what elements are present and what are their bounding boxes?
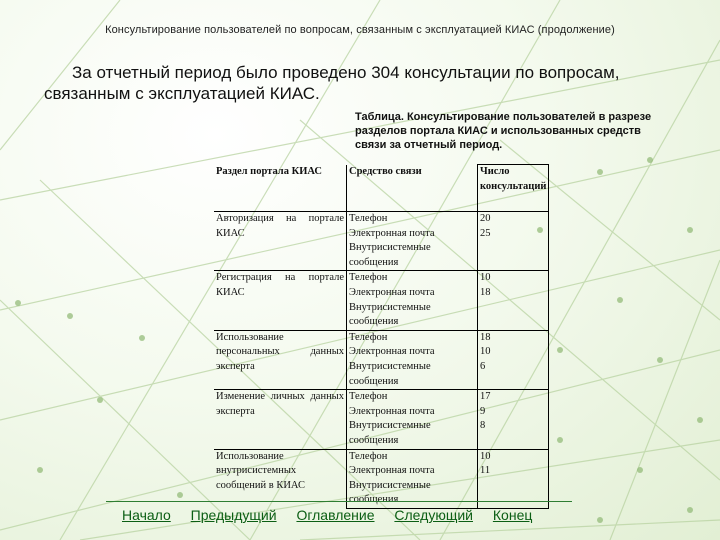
channel-cell: Внутрисистемные сообщения (349, 242, 431, 268)
channel-cell: Телефон (347, 212, 478, 227)
count-cell: 17 (478, 390, 549, 405)
section-cell: Изменение личных данных эксперта (214, 390, 347, 449)
header-count: Число консультаций (478, 165, 549, 212)
section-cell: Авторизация на портале КИАС (214, 212, 347, 271)
count-cell: 20 (478, 212, 549, 227)
count-cell: 11 (478, 464, 549, 479)
channel-cell: Электронная почта (349, 346, 435, 358)
nav-end-link[interactable]: Конец (492, 507, 533, 523)
table-row (214, 330, 549, 345)
consultation-table (214, 164, 549, 509)
table-row (214, 212, 549, 227)
count-cell: 25 (478, 227, 549, 242)
header-channel: Средство связи (349, 165, 422, 177)
count-cell: 10 (478, 345, 549, 360)
table-row (214, 449, 549, 464)
slide-navigation (122, 507, 548, 523)
intro-paragraph: За отчетный период было проведено 304 консультации по вопросам, связанным с эксплуатацией КИАС. (44, 63, 620, 103)
table-row (214, 390, 549, 405)
count-cell: 6 (478, 360, 549, 390)
section-cell: Регистрация на портале КИАС (214, 271, 347, 330)
count-cell (478, 301, 549, 331)
section-cell: Использование внутрисистемных сообщений в КИАС (214, 449, 347, 508)
channel-cell: Внутрисистемные сообщения (349, 301, 431, 328)
table-caption: Таблица. Консультирование пользователей в разрезе разделов портала КИАС и использованных средств связи за отчетный период. (355, 111, 652, 151)
count-cell: 9 (478, 405, 549, 420)
count-cell: 10 (478, 271, 549, 286)
channel-cell: Внутрисистемные сообщения (349, 360, 431, 387)
table-row (214, 271, 549, 286)
count-cell (478, 479, 549, 509)
count-cell: 10 (478, 449, 549, 464)
channel-cell: Телефон (347, 449, 478, 464)
channel-cell: Телефон (347, 271, 478, 286)
channel-cell: Электронная почта (349, 465, 435, 477)
count-cell: 18 (478, 286, 549, 301)
count-cell: 8 (478, 419, 549, 449)
section-cell: Использование персональных данных эксперта (214, 330, 347, 389)
channel-cell: Внутрисистемные сообщения (349, 420, 431, 446)
table-header-row (214, 165, 549, 212)
nav-next-link[interactable]: Следующий (394, 507, 473, 523)
nav-contents-link[interactable]: Оглавление (296, 507, 375, 523)
nav-start-link[interactable]: Начало (122, 507, 171, 523)
nav-divider (106, 501, 572, 502)
count-cell (478, 241, 549, 271)
channel-cell: Электронная почта (349, 227, 435, 239)
channel-cell: Телефон (347, 330, 478, 345)
slide-header: Консультирование пользователей по вопросам, связанным с эксплуатацией КИАС (продолжение) (105, 24, 615, 36)
channel-cell: Телефон (347, 390, 478, 405)
header-section: Раздел портала КИАС (214, 165, 347, 212)
count-cell: 18 (478, 330, 549, 345)
nav-prev-link[interactable]: Предыдущий (190, 507, 277, 523)
channel-cell: Внутрисистемные сообщения (347, 479, 478, 509)
channel-cell: Электронная почта (349, 405, 435, 417)
channel-cell: Электронная почта (349, 286, 435, 298)
